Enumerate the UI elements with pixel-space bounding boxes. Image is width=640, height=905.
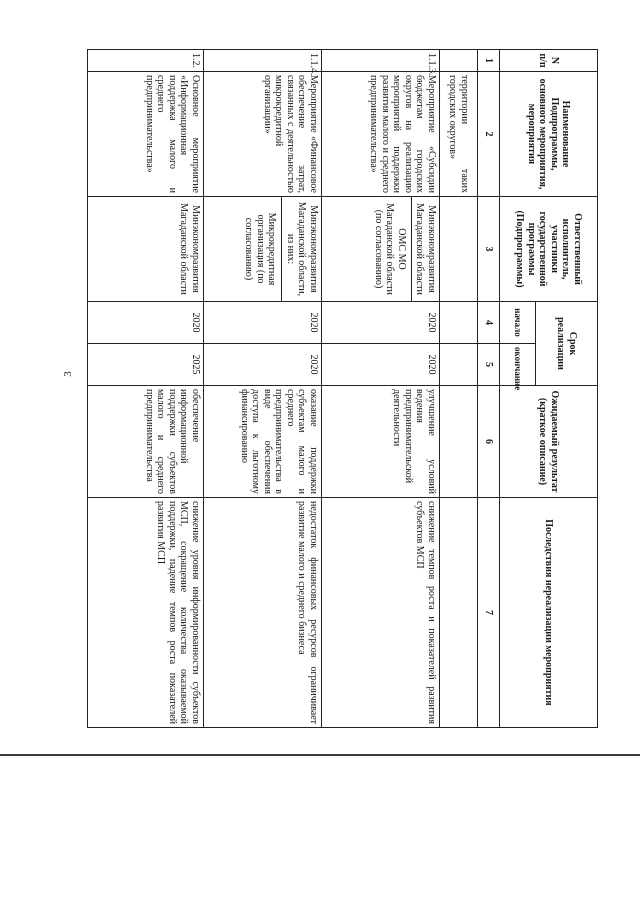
- page-bottom-rule: [0, 754, 640, 756]
- row-number: 1.2.: [88, 50, 204, 72]
- row-number: 1.1.4.: [204, 50, 322, 72]
- executor-extra: Микрокредитная организация (по согласованию): [243, 197, 283, 301]
- row-start: 2020: [88, 302, 204, 344]
- executor-main: Минэкономразвития Магаданской области: [414, 203, 437, 295]
- table-container: [87, 49, 598, 727]
- row-consequences: снижение темпов роста и показателей развития субъектов МСП: [322, 498, 440, 728]
- activities-table: [87, 49, 598, 728]
- row-number: 1.1.3.: [322, 50, 440, 72]
- column-number: 3: [478, 197, 500, 302]
- row-start: 2020: [204, 302, 322, 344]
- table-row: [88, 50, 204, 728]
- row-result: улучшение условий ведения предпринимательской деятельности: [322, 386, 440, 498]
- row-result: обеспечение информационной поддержки субъектов малого и среднего предпринимательства: [88, 386, 204, 498]
- row-executor: [204, 197, 322, 302]
- row-executor: [322, 197, 440, 302]
- header-number: N п/п: [500, 50, 598, 72]
- header-result: Ожидаемый результат (краткое описание): [500, 386, 598, 498]
- table-row: [322, 50, 440, 728]
- row-end: 2020: [204, 344, 322, 386]
- executor-extra: ОМС МО Магаданской области (по согласованию): [373, 197, 413, 301]
- row-name: Мероприятие «Субсидии бюджетам городских округов на реализацию мероприятий поддержки развития малого и среднего предпринимательства»: [322, 72, 440, 197]
- header-name: Наименование Подпрограммы, основного мероприятия, мероприятия: [500, 72, 598, 197]
- column-number: 2: [478, 72, 500, 197]
- row-name: Мероприятие «Финансовое обеспечение затрат, связанных с деятельностью микрокредитной организации»: [204, 72, 322, 197]
- column-number: 7: [478, 498, 500, 728]
- header-end: окончание: [500, 344, 536, 386]
- header-executor: Ответственный исполнитель, участники государственной программы (Подпрограммы): [500, 197, 598, 302]
- column-number: 5: [478, 344, 500, 386]
- column-number-row: [478, 50, 500, 728]
- column-number: 6: [478, 386, 500, 498]
- continuation-name: территории таких городских округов»: [440, 72, 478, 197]
- row-result: оказание поддержки субъектам малого и среднего предпринимательства в виде обеспечения доступа к льготному финансированию: [204, 386, 322, 498]
- row-consequences: снижение уровня информированности субъектов МСП, сокращение количества оказываемой поддержки, падение темпов роста показателей развития МСП: [88, 498, 204, 728]
- row-end: 2025: [88, 344, 204, 386]
- row-name: Основное мероприятие «Информационная поддержка малого и среднего предпринимательства»: [88, 72, 204, 197]
- column-number: 4: [478, 302, 500, 344]
- table-row: [204, 50, 322, 728]
- continuation-row: [440, 50, 478, 728]
- header-start: начало: [500, 302, 536, 344]
- row-start: 2020: [322, 302, 440, 344]
- executor-main: Минэкономразвития Магаданской области, из них:: [285, 201, 319, 297]
- header-consequences: Последствия нереализации мероприятия: [500, 498, 598, 728]
- row-end: 2020: [322, 344, 440, 386]
- row-executor: Минэкономразвития Магаданской области: [88, 197, 204, 302]
- column-number: 1: [478, 50, 500, 72]
- header-period: Срок реализации: [536, 302, 598, 386]
- row-consequences: недостаток финансовых ресурсов ограничивает развитие малого и среднего бизнеса: [204, 498, 322, 728]
- page-number: 3: [62, 371, 74, 377]
